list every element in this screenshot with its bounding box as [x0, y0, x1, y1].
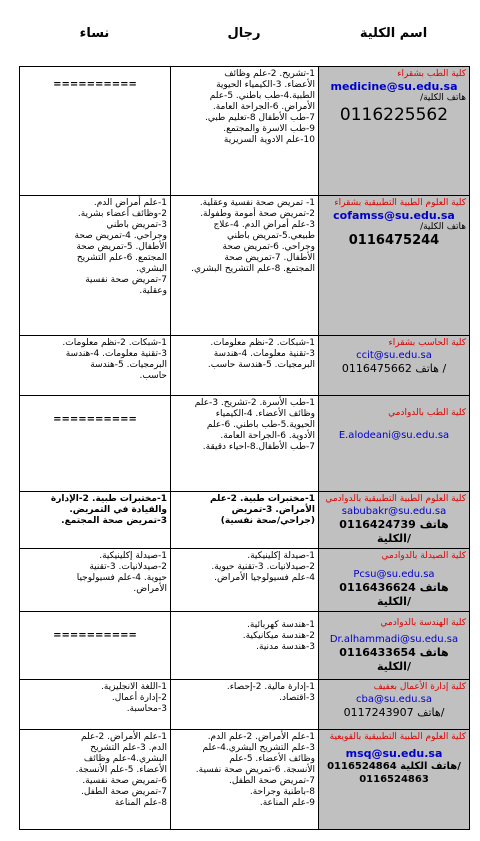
list-item: الأدوية. 6-الجراحة العامة.: [220, 431, 315, 441]
phone-number: 0116433654: [339, 646, 416, 659]
list-item: 1-علم الأمراض. 2-علم: [80, 732, 167, 742]
women-cell: [20, 396, 171, 492]
college-email[interactable]: Dr.alhammadi@su.edu.sa: [329, 634, 459, 645]
list-item: 2-صيدلانيات. 3-تقنية: [89, 562, 167, 572]
phone-number: 0117243907: [343, 706, 414, 719]
list-item: الأمراض. 3-تمريض: [231, 505, 315, 515]
list-item: 2-إدارة أعمال.: [111, 693, 167, 703]
phone-line: [322, 646, 466, 674]
men-cell: [171, 492, 319, 549]
list-item: 8-باطنية وجراحة.: [249, 787, 315, 797]
list-item: وظائف الأعضاء. 5-علم: [229, 754, 315, 764]
college-cell: [319, 196, 470, 336]
list-item: 1-اللغة الانجليزية.: [100, 682, 167, 692]
college-cell: [319, 396, 470, 492]
phone-label: هاتف الكلية/: [400, 761, 461, 772]
phone-label: هاتف /: [415, 362, 447, 375]
phone-line: [322, 706, 466, 720]
phone-line: [322, 518, 466, 546]
women-cell: [20, 549, 171, 612]
header-women: نساء: [79, 25, 110, 41]
college-email[interactable]: E.alodeani@su.edu.sa: [338, 430, 450, 441]
list-item: (جراحي/صحة نفسية): [220, 516, 315, 526]
college-cell: [319, 680, 470, 730]
list-item: وعقلية.: [139, 286, 167, 296]
college-email[interactable]: cofamss@su.edu.sa: [333, 209, 455, 222]
college-cell: [319, 67, 470, 196]
college-email[interactable]: ccit@su.edu.sa: [356, 350, 432, 361]
phone-number: 0116475244: [348, 233, 440, 248]
empty-dashes: ==========: [53, 79, 137, 90]
header-men: رجال: [227, 25, 261, 41]
list-item: 3-تمريض باطني: [106, 220, 167, 230]
list-item: الطبية.4-طب باطني. 5-علم: [209, 91, 315, 101]
college-email[interactable]: sabubakr@su.edu.sa: [341, 506, 447, 517]
list-item: 8-علم المناعة: [114, 798, 167, 808]
list-item: 3-تقنية معلومات. 4-هندسة: [65, 349, 167, 359]
college-name: كلية الطب بالدوادمي: [388, 408, 466, 418]
phone-label: هاتف الكلية/: [420, 93, 466, 103]
women-cell: [20, 196, 171, 336]
list-item: 2-صيدلانيات. 3-تقنية حيوية.: [211, 562, 315, 572]
list-item: 2-تمريض صحة أمومة وطفولة.: [200, 209, 315, 219]
phone-label: هاتف الكلية/: [420, 222, 466, 232]
men-cell: [171, 680, 319, 730]
list-item: وجراحي. 6-تمريض صحة: [222, 242, 315, 252]
table-row: [20, 336, 470, 396]
phone-line: [322, 362, 466, 376]
list-item: 6-تمريض صحة نفسية.: [82, 776, 167, 786]
empty-dashes: ==========: [53, 414, 137, 425]
list-item: 1-مختبرات طبية. 2-علم: [210, 494, 315, 504]
list-item: المجتمع. 8-علم التشريح البشري.: [191, 264, 315, 274]
list-item: 1-صيدلة إكلينيكية.: [99, 551, 167, 561]
table-row: [20, 196, 470, 336]
table-row: [20, 730, 470, 830]
list-item: الأطفال. 7-تمريض صحة: [224, 253, 315, 263]
list-item: 7-طب الأطفال 8-تعليم طبي.: [205, 113, 315, 123]
phone-number: 0116475662: [341, 362, 412, 375]
college-name: كلية الحاسب بشقراء: [388, 338, 466, 348]
men-cell: [171, 67, 319, 196]
phone-label: هاتف الكلية/: [377, 518, 449, 545]
list-item: 1-تشريح. 2-علم وظائف: [224, 69, 315, 79]
college-email[interactable]: medicine@su.edu.sa: [330, 80, 458, 93]
list-item: 7-تمريض صحة الطفل.: [228, 776, 315, 786]
list-item: 1- تمريض صحة نفسية وعقلية.: [199, 198, 315, 208]
list-item: 1-طب الأسرة. 2-تشريح. 3-علم: [194, 398, 315, 408]
header-college: اسم الكلية: [359, 25, 428, 41]
men-cell: [171, 396, 319, 492]
list-item: البشري.4-علم وظائف: [83, 754, 167, 764]
list-item: البرمجيات. 5-هندسة حاسب.: [207, 360, 315, 370]
table-row: [20, 612, 470, 680]
men-cell: [171, 549, 319, 612]
list-item: 1-إدارة مالية. 2-إحصاء.: [226, 682, 315, 692]
phone-number: 0116424739: [339, 518, 416, 531]
list-item: الأمراض. 6-الجراحة العامة.: [212, 102, 315, 112]
list-item: وجراحي. 4-تمريض صحة: [74, 231, 167, 241]
college-name: كلية إدارة الأعمال بعفيف: [373, 682, 466, 692]
men-cell: [171, 196, 319, 336]
college-cell: [319, 336, 470, 396]
list-item: 7-طب الأطفال.8-احياء دقيقة.: [202, 442, 315, 452]
list-item: 1-علم الأمراض. 2-علم الدم.: [207, 732, 315, 742]
list-item: الدم. 3-علم التشريح: [90, 743, 167, 753]
list-item: البرمجيات. 5-هندسة: [90, 360, 167, 370]
list-item: 10-علم الادوية السريرية: [223, 135, 315, 145]
women-cell: [20, 336, 171, 396]
college-cell: [319, 492, 470, 549]
college-cell: [319, 612, 470, 680]
college-name: كلية العلوم الطبية التطبيقية بشقراء: [334, 198, 466, 208]
college-cell: [319, 730, 470, 830]
list-item: الأنسجة. 6-تمريض صحة نفسية.: [195, 765, 315, 775]
college-email[interactable]: msq@su.edu.sa: [345, 747, 443, 760]
college-cell: [319, 549, 470, 612]
list-item: حاسب.: [139, 371, 167, 381]
table-row: [20, 492, 470, 549]
phone-number: 0116225562: [339, 105, 449, 125]
list-item: 2-هندسة ميكانيكية.: [242, 631, 315, 641]
list-item: 3-علم أمراض الدم. 4-علاج: [213, 220, 315, 230]
list-item: 1-مختبرات طبية. 2-الإدارة: [50, 494, 167, 504]
women-cell: [20, 67, 171, 196]
table-row: [20, 67, 470, 196]
list-item: 3-هندسة مدنية.: [256, 642, 315, 652]
list-item: 2-وظائف أعضاء بشرية.: [77, 209, 167, 219]
phone-number-2: 0116524863: [359, 774, 429, 785]
college-name: كلية العلوم الطبية التطبيقية بالدوادمي: [325, 494, 466, 504]
women-cell: [20, 730, 171, 830]
phone-label: هاتف الكلية/: [377, 646, 449, 673]
list-item: الأعضاء. 3-الكيمياء الحيوية: [216, 80, 315, 90]
college-email[interactable]: cba@su.edu.sa: [355, 694, 433, 705]
list-item: 3-تقنية معلومات. 4-هندسة: [213, 349, 315, 359]
list-item: 1-شبكات. 2-نظم معلومات.: [210, 338, 315, 348]
men-cell: [171, 730, 319, 830]
list-item: 3-تمريض صحة المجتمع.: [61, 516, 167, 526]
list-item: 9-علم المناعة.: [259, 798, 315, 808]
list-item: 1-علم أمراض الدم.: [93, 198, 167, 208]
college-name: كلية الهندسة بالدوادمي: [380, 618, 466, 628]
women-cell: [20, 680, 171, 730]
list-item: الأمراض.: [133, 584, 167, 594]
women-cell: [20, 612, 171, 680]
phone-label: هاتف الكلية/: [377, 581, 449, 608]
phone-number: 0116436624: [339, 581, 416, 594]
list-item: المجتمع. 6-علم التشريح: [76, 253, 167, 263]
men-cell: [171, 336, 319, 396]
phone-number: 0116524864: [327, 761, 397, 772]
college-name: كلية الصيدلة بالدوادمي: [381, 551, 466, 561]
list-item: 3-اقتصاد.: [279, 693, 315, 703]
table-row: [20, 680, 470, 730]
phone-line: [322, 581, 466, 609]
list-item: 7-تمريض صحة نفسية: [85, 275, 167, 285]
list-item: الحيوية.5-طب باطني. 6-علم: [206, 420, 315, 430]
table-row: [20, 549, 470, 612]
list-item: حيوية. 4-علم فسيولوجيا: [76, 573, 167, 583]
phone-label: هاتف/: [417, 706, 445, 719]
majors-table: [19, 66, 470, 830]
phone-line: [322, 760, 466, 774]
list-item: 1-شبكات. 2-نظم معلومات.: [62, 338, 167, 348]
list-item: 1-صيدلة إكلينيكية.: [247, 551, 315, 561]
list-item: 9-طب الاسرة والمجتمع.: [223, 124, 315, 134]
list-item: طبيعي.5-تمريض باطني: [227, 231, 315, 241]
list-item: 4-علم فسيولوجيا الأمراض.: [214, 573, 315, 583]
list-item: وظائف الأعضاء. 4-الكيمياء: [215, 409, 315, 419]
women-cell: [20, 492, 171, 549]
list-item: 1-هندسة كهربائية.: [247, 620, 315, 630]
list-item: 3-محاسبة.: [126, 704, 167, 714]
list-item: والقيادة في التمريض.: [69, 505, 167, 515]
list-item: الأعضاء. 5-علم الأنسجة.: [75, 765, 167, 775]
list-item: الأطفال. 5-تمريض صحة: [76, 242, 167, 252]
list-item: البشري.: [136, 264, 167, 274]
list-item: 7-تمريض صحة الطفل.: [80, 787, 167, 797]
table-row: [20, 396, 470, 492]
empty-dashes: ==========: [53, 630, 137, 641]
college-email[interactable]: Pcsu@su.edu.sa: [353, 569, 435, 580]
list-item: 3-علم التشريح البشري.4-علم: [202, 743, 315, 753]
college-name: كلية العلوم الطبية التطبيقية بالقويعية: [329, 732, 466, 742]
college-name: كلية الطب بشقراء: [397, 69, 466, 79]
men-cell: [171, 612, 319, 680]
